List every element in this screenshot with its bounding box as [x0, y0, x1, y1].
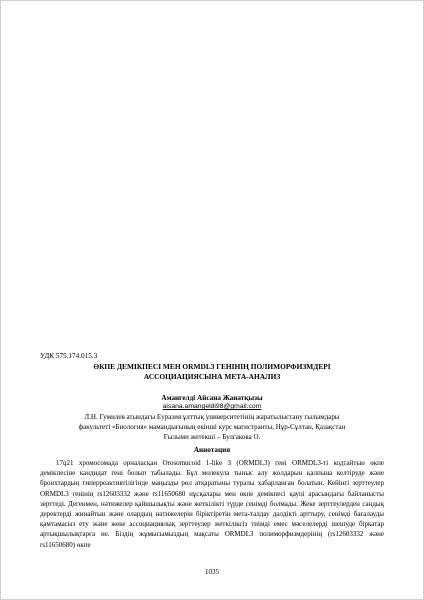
- affiliation-line: факультеті «Биология» мамандығының екінші курс магистранты, Нұр-Сұлтан, Қазақстан: [78, 423, 346, 432]
- author-affiliation: [40, 412, 384, 443]
- affiliation-line: Л.Н. Гумилев атындағы Еуразия ұлттық университетінің жаратылыстану ғылымдары: [84, 413, 340, 421]
- udk-code: УДК 575.174.015.3: [40, 352, 98, 360]
- abstract-body: 17q21 хромосомада орналасқан Orosomucoid 1-like 3 (ORMDL3) гені ORMDL3-ті кодтайтын өкпе демікпесіне кандидат гені болып табылады. Бұл молекула тыныс алу жолдарын қалпына келтіруде және бронхтардың гиперреактивтілігінде маңызды рөл атқаратыны туралы хабарланған болатын. Кейінгі зерттеулер ORMDL3 генінің rs12603332 және rs11650680 нұсқалары мен өкпе демікпесі қаупі арасындағы байланысты зерттеді. Дегенмен, нәтижелер қайшылықты және жеткілікті түрде сенімді болмады. Жеке зерттеулерден сандық деректерді жинайтын және олардың нәтижелерін біріктіретін мета-талдау дәлдікті арттыру, сенімді бағалауды қамтамасыз ету және жеке ассоциациялық зерттеулер жеткіліксіз тиімді емес мәселелерді шешуде біркатар артықшылықтарға ие. Біздің жұмысымыздың мақсаты ORMDL3 полиморфизмдерінің (rs12603332 және rs11650680) өкпе: [40, 459, 384, 549]
- paper-title-line: ӨКПЕ ДЕМІКПЕСІ МЕН ORMDL3 ГЕНІНІҢ ПОЛИМОРФИЗМДЕРІ: [93, 362, 331, 371]
- abstract-heading: Аннотация: [193, 446, 231, 454]
- affiliation-line: Ғылыми жетекші – Булгакова О.: [163, 433, 261, 442]
- author-email-link[interactable]: aisana.amangeldi98@gmail.com: [162, 403, 262, 410]
- page-number: 1035: [205, 568, 219, 576]
- author-name: Амангелді Айсана Жанатқызы: [161, 394, 263, 402]
- paper-title: [40, 362, 384, 382]
- paper-title-line: АССОЦИАЦИЯСЫНА МЕТА-АНАЛИЗ: [143, 372, 281, 381]
